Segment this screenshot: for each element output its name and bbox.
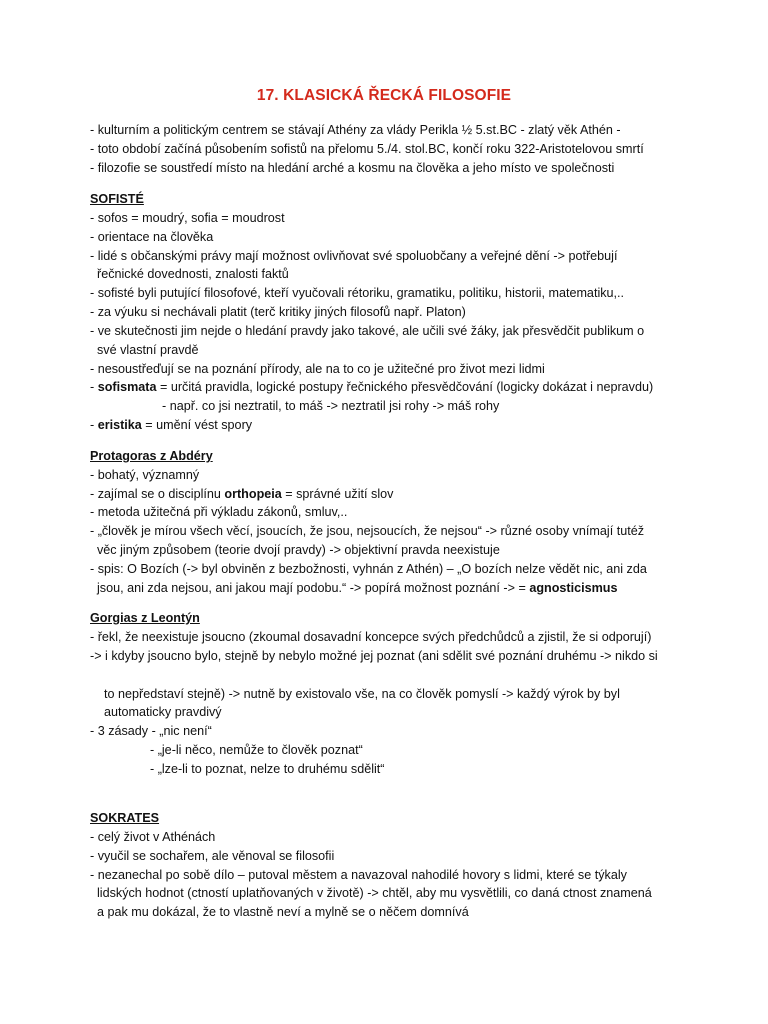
list-item-sub: - „je-li něco, nemůže to člověk poznat“: [150, 743, 363, 757]
list-item: -> i kdyby jsoucno bylo, stejně by nebylo možné jej poznat (ani sdělit své poznání druhému -> nikdo si: [90, 649, 658, 663]
list-item-continuation: to nepředstaví stejně) -> nutně by existovalo vše, na co člověk pomyslí -> každý výrok by byl: [104, 687, 620, 701]
list-item: - celý život v Athénách: [90, 830, 216, 844]
list-item: - ve skutečnosti jim nejde o hledání pravdy jako takové, ale učili své žáky, jak přesvědčit publikum o: [90, 324, 645, 338]
intro-line: - kulturním a politickým centrem se stávají Athény za vlády Perikla ½ 5.st.BC - zlatý věk Athén -: [90, 123, 621, 137]
list-item-sub: - „lze-li to poznat, nelze to druhému sdělit“: [150, 762, 385, 776]
intro-line: - filozofie se soustředí místo na hledání arché a kosmu na člověka a jeho místo ve společnosti: [90, 161, 615, 175]
section-heading-gorgias: Gorgias z Leontýn: [90, 611, 200, 625]
list-item-text: = určitá pravidla, logické postupy řečnického přesvědčování (logicky dokázat i nepravdu): [156, 380, 654, 394]
intro-line: - toto období začíná působením sofistů na přelomu 5./4. stol.BC, končí roku 322-Aristotelovou smrtí: [90, 142, 644, 156]
list-item-continuation: automaticky pravdivý: [104, 705, 222, 719]
term-orthopeia: orthopeia: [224, 487, 282, 501]
list-item: [90, 417, 252, 433]
list-item-text: - zajímal se o disciplínu: [90, 487, 225, 501]
list-item-continuation: lidských hodnot (ctností uplatňovaných v životě) -> chtěl, aby mu vysvětlili, co daná ctnost znamená: [97, 886, 652, 900]
list-item-continuation: a pak mu dokázal, že to vlastně neví a mylně se o něčem domnívá: [97, 905, 469, 919]
list-item-text: = správné užití slov: [281, 487, 394, 501]
list-item: [90, 486, 393, 502]
list-item: - „člověk je mírou všech věcí, jsoucích, že jsou, nejsoucích, že nejsou“ -> různé osoby vnímají tutéž: [90, 524, 645, 538]
list-item: - 3 zásady - „nic není“: [90, 724, 212, 738]
term-sofismata: sofismata: [97, 380, 157, 394]
list-item: - nezanechal po sobě dílo – putoval městem a navazoval nahodilé hovory s lidmi, které se týkaly: [90, 868, 627, 882]
term-agnosticismus: agnosticismus: [529, 581, 618, 595]
list-item-continuation: věc jiným způsobem (teorie dvojí pravdy) -> objektivní pravda neexistuje: [97, 543, 500, 557]
list-item-example: - např. co jsi neztratil, to máš -> neztratil jsi rohy -> máš rohy: [162, 399, 500, 413]
term-eristika: eristika: [97, 418, 142, 432]
page-title: 17. KLASICKÁ ŘECKÁ FILOSOFIE: [256, 87, 512, 104]
section-heading-sofiste: SOFISTÉ: [90, 192, 144, 206]
list-item: - orientace na člověka: [90, 230, 214, 244]
list-item: - sofisté byli putující filosofové, kteří vyučovali rétoriku, gramatiku, politiku, historii, matematiku,..: [90, 286, 625, 300]
list-item-prefix: -: [90, 380, 98, 394]
list-item: - bohatý, významný: [90, 468, 200, 482]
list-item-text: jsou, ani zda nejsou, ani jakou mají podobu.“ -> popírá možnost poznání -> =: [97, 581, 530, 595]
list-item-continuation: [97, 580, 618, 596]
list-item: - sofos = moudrý, sofia = moudrost: [90, 211, 285, 225]
section-heading-protagoras: Protagoras z Abdéry: [90, 449, 213, 463]
list-item: - řekl, že neexistuje jsoucno (zkoumal dosavadní koncepce svých předchůdců a zjistil, že si odporují): [90, 630, 652, 644]
list-item: - lidé s občanskými právy mají možnost ovlivňovat své spoluobčany a veřejné dění -> potřebují: [90, 249, 618, 263]
section-heading-sokrates: SOKRATES: [90, 811, 160, 825]
list-item: - metoda užitečná při výkladu zákonů, smluv,..: [90, 505, 348, 519]
list-item: - nesoustřeďují se na poznání přírody, ale na to co je užitečné pro život mezi lidmi: [90, 362, 545, 376]
list-item-continuation: své vlastní pravdě: [97, 343, 199, 357]
list-item: [90, 379, 653, 395]
list-item: - za výuku si nechávali platit (terč kritiky jiných filosofů např. Platon): [90, 305, 466, 319]
list-item-continuation: řečnické dovednosti, znalosti faktů: [97, 267, 289, 281]
list-item-text: = umění vést spory: [141, 418, 253, 432]
list-item: - spis: O Bozích (-> byl obviněn z bezbožnosti, vyhnán z Athén) – „O bozích nelze vědět nic, ani zda: [90, 562, 647, 576]
list-item-prefix: -: [90, 418, 98, 432]
list-item: - vyučil se sochařem, ale věnoval se filosofii: [90, 849, 335, 863]
